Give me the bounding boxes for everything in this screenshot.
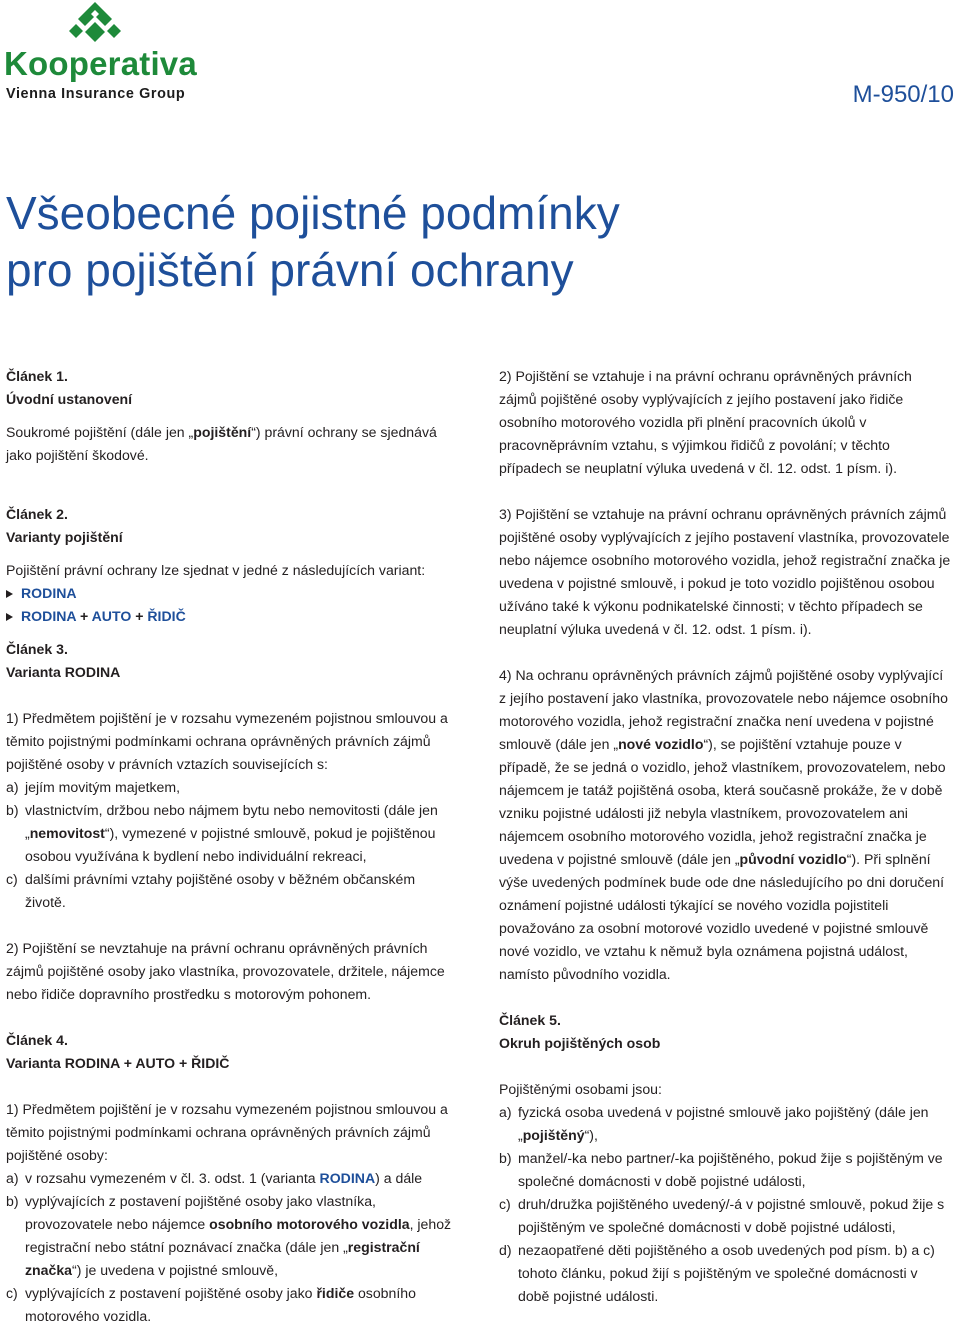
article-1-subheading: Úvodní ustanovení [6,391,133,407]
article-4-heading: Článek 4. [6,1032,68,1048]
kooperativa-logo-mark-icon [66,0,124,48]
list-item: c) vyplývajících z postavení pojištěné osoby jako řidiče osobního motorového vozidla. [6,1285,416,1324]
bullet-triangle-icon [6,590,13,598]
list-item: a) jejím movitým majetkem, [6,779,181,795]
list-item: a) fyzická osoba uvedená v pojistné smlouvě jako pojištěný (dále jen „pojištěný“), [499,1104,929,1143]
variant-list-item: RODINA [6,582,454,605]
kooperativa-logo [4,0,200,112]
document-code: M-950/10 [852,81,954,108]
variant-list-item: RODINA + AUTO + ŘIDIČ [6,605,454,628]
brand-subtitle: Vienna Insurance Group [6,86,186,102]
right-column [499,365,951,1308]
list-item: b) vyplývajících z postavení pojištěné osoby jako vlastníka, provozovatele nebo nájemce osobního motorového vozidla, jehož registrační nebo státní poznávací značka (dále jen „registrační značka“) je uvedena v pojistné smlouvě, [6,1193,452,1278]
page-header [0,0,960,120]
article-1-heading: Článek 1. [6,368,68,384]
left-column [6,365,454,1328]
list-item: d) nezaopatřené děti pojištěného a osob uvedených pod písm. b) a c) tohoto článku, pokud žijí s pojištěným ve společné domácnosti v době pojistné události. [499,1242,935,1304]
article-4-subheading: Varianta RODINA + AUTO + ŘIDIČ [6,1055,230,1071]
article-3-paragraph-1: 1) Předmětem pojištění je v rozsahu vymezeném pojistnou smlouvou a těmito pojistnými podmínkami ochrana oprávněných právních zájmů pojištěné osoby v právních vztazích souvisejících s: [6,710,448,772]
article-3-paragraph-2: 2) Pojištění se nevztahuje na právní ochranu oprávněných právních zájmů pojištěné osoby jako vlastníka, provozovatele, držitele, nájemce nebo řidiče dopravního prostředku s motorovým pohonem. [6,940,445,1002]
list-item: b) manžel/-ka nebo partner/-ka pojištěného, pokud žije s pojištěným ve společné domácnosti v době pojistné události, [499,1150,943,1189]
article-2-subheading: Varianty pojištění [6,529,123,545]
list-item: c) dalšími právními vztahy pojištěné osoby v běžném občanském životě. [6,871,416,910]
article-3-heading: Článek 3. [6,641,68,657]
list-item: a) v rozsahu vymezeném v čl. 3. odst. 1 (varianta RODINA) a dále [6,1170,423,1186]
article-1-paragraph: Soukromé pojištění (dále jen „pojištění“) právní ochrany se sjednává jako pojištění škodové. [6,424,437,463]
article-5-heading: Článek 5. [499,1012,561,1028]
page-title [6,185,946,299]
article-2-heading: Článek 2. [6,506,68,522]
article-3-subheading: Varianta RODINA [6,664,121,680]
article-5-intro: Pojištěnými osobami jsou: [499,1081,662,1097]
article-4-paragraph-3: 3) Pojištění se vztahuje na právní ochranu oprávněných právních zájmů pojištěné osoby vyplývajících z jejího postavení vlastníka, provozovatele nebo nájemce osobního motorového vozidla, jehož registrační značka je uvedena v pojistné smlouvě, i pokud je toto vozidlo pojištěnou osobou užíváno také k výkonu podnikatelské činnosti; v těchto případech se neuplatní výluka uvedená v čl. 12. odst. 1 písm. i). [499,506,951,637]
title-line-1: Všeobecné pojistné podmínky [6,187,620,239]
article-5-subheading: Okruh pojištěných osob [499,1035,661,1051]
title-line-2: pro pojištění právní ochrany [6,244,574,296]
article-4-paragraph-1: 1) Předmětem pojištění je v rozsahu vymezeném pojistnou smlouvou a těmito pojistnými podmínkami ochrana oprávněných právních zájmů pojištěné osoby: [6,1101,448,1163]
brand-name: Kooperativa [4,45,197,82]
list-item: c) druh/družka pojištěného uvedený/-á v pojistné smlouvě, pokud žije s pojištěným ve společné domácnosti v době pojistné události, [499,1196,945,1235]
article-4-paragraph-4: 4) Na ochranu oprávněných právních zájmů pojištěné osoby vyplývající z jejího postavení jako vlastníka, provozovatele nebo nájemce osobního motorového vozidla, jehož registrační značka není uvedena v pojistné smlouvě (dále jen „nové vozidlo“), se pojištění vztahuje pouze v případě, že se jedná o vozidlo, jehož vlastníkem, provozovatelem, nebo nájemcem je tatáž pojištěná osoba, která současně prokáže, že v době vzniku pojistné události již nebyla vlastníkem, provozovatelem ani nájemcem osobního motorového vozidla, jehož registrační značka je uvedena v pojistné smlouvě (dále jen „původní vozidlo“). Při splnění výše uvedených podmínek bude ode dne následujícího po dni doručení oznámení pojistné události týkající se nového vozidla pojistiteli považováno za osobní motorové vozidlo uvedené v pojistné smlouvě nové vozidlo, ve vztahu k němuž byla oznámena pojistná událost, namísto původního vozidla. [499,667,948,982]
article-2-intro: Pojištění právní ochrany lze sjednat v jedné z následujících variant: [6,562,426,578]
article-4-paragraph-2: 2) Pojištění se vztahuje i na právní ochranu oprávněných právních zájmů pojištěné osoby vyplývajících z jejího postavení jako řidiče osobního motorového vozidla při plnění pracovních úkolů v pracovněprávním vztahu, s výjimkou řidičů z povolání; v těchto případech se neuplatní výluka uvedená v čl. 12. odst. 1 písm. i). [499,368,912,476]
list-item: b) vlastnictvím, držbou nebo nájmem bytu nebo nemovitosti (dále jen „nemovitost“), vymezené v pojistné smlouvě, pokud je pojištěnou osobou využívána k bydlení nebo individuální rekreaci, [6,802,438,864]
bullet-triangle-icon [6,613,13,621]
